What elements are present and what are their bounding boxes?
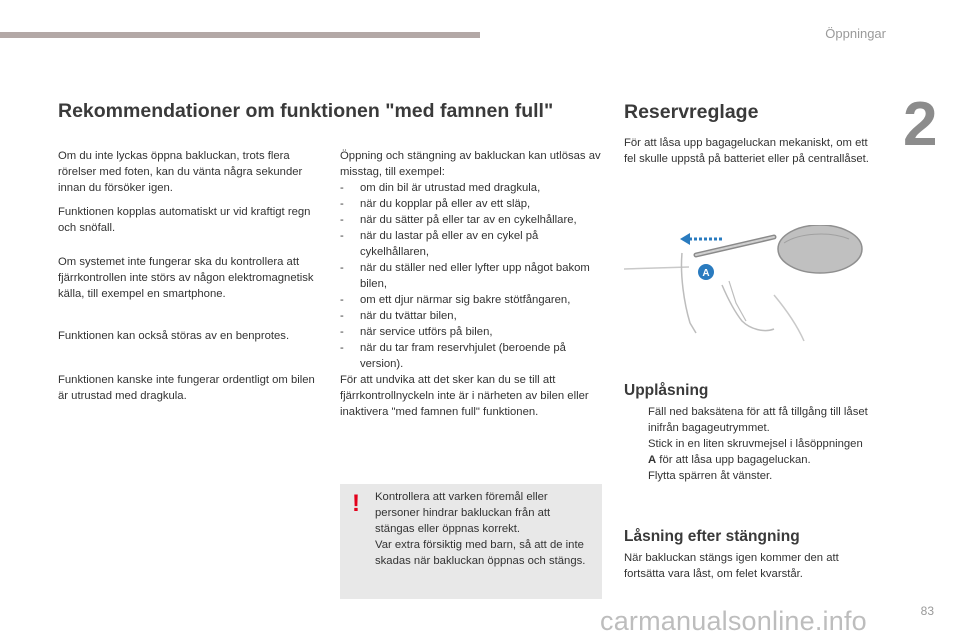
list-item: - när du sätter på eller tar av en cykelhållare, (340, 214, 577, 226)
list-item: - när du tar fram reservhjulet (beroende på version). (340, 342, 566, 370)
header-bar (0, 32, 480, 38)
section-header: Öppningar (825, 26, 886, 41)
chapter-number: 2 (903, 90, 938, 159)
reserv-text: För att låsa upp bagageluckan mekaniskt, om ett fel skulle uppstå på batteriet eller på centrallåset. (624, 137, 869, 165)
list-item: - när du kopplar på eller av ett släp, (340, 198, 531, 210)
reserv-title: Reservreglage (624, 101, 759, 123)
marker-label: A (702, 268, 710, 279)
list-item: - om din bil är utrustad med dragkula, (340, 182, 541, 194)
list-item: - när du lastar på eller av en cykel på cykelhållaren, (340, 230, 539, 258)
tailgate-illustration (624, 225, 864, 345)
page-number: 83 (920, 604, 934, 618)
lasning-text: När bakluckan stängs igen kommer den att fortsätta vara låst, om felet kvarstår. (624, 552, 839, 580)
main-title: Rekommendationer om funktionen "med famnen full" (58, 100, 554, 122)
list-item: - när service utförs på bilen, (340, 326, 493, 338)
upplasning-steps (624, 404, 874, 484)
paragraph: Funktionen kan också störas av en benprotes. (58, 330, 290, 342)
list-outro: För att undvika att det sker kan du se till att fjärrkontrollnyckeln inte är i närheten av bilen eller inaktivera "med famnen full" funktionen. (340, 374, 589, 418)
exclamation-icon: ! (352, 490, 360, 517)
list-item: - när du ställer ned eller lyfter upp något bakom bilen, (340, 262, 590, 290)
warning-text-2: Var extra försiktig med barn, så att de inte skadas när bakluckan öppnas och stängs. (375, 539, 586, 567)
list-item: - när du tvättar bilen, (340, 310, 457, 322)
list-intro: Öppning och stängning av bakluckan kan utlösas av misstag, till exempel: (340, 150, 601, 178)
paragraph: Funktionen kopplas automatiskt ur vid kraftigt regn och snöfall. (58, 206, 311, 234)
paragraph: Om du inte lyckas öppna bakluckan, trots flera rörelser med foten, kan du vänta några sekunder innan du försöker igen. (58, 150, 303, 194)
warning-text-1: Kontrollera att varken föremål eller personer hindrar bakluckan från att stängas eller öppnas korrekt. (375, 491, 551, 535)
upplasning-title: Upplåsning (624, 382, 709, 399)
step-item: Fäll ned baksätena för att få tillgång till låset inifrån bagageutrymmet. (648, 406, 868, 434)
paragraph: Funktionen kanske inte fungerar ordentligt om bilen är utrustad med dragkula. (58, 374, 315, 402)
watermark: carmanualsonline.info (600, 606, 867, 636)
step-item: Stick in en liten skruvmejsel i låsöppningen A för att låsa upp bagageluckan. (648, 438, 863, 466)
lasning-title: Låsning efter stängning (624, 528, 800, 545)
warning-box (340, 484, 602, 599)
list-item: - om ett djur närmar sig bakre stötfångaren, (340, 294, 571, 306)
column-middle (340, 148, 605, 420)
step-item: Flytta spärren åt vänster. (648, 470, 773, 482)
paragraph: Om systemet inte fungerar ska du kontrollera att fjärrkontrollen inte störs av någon elektromagnetisk källa, till exempel en smartphone. (58, 256, 314, 300)
trigger-list (340, 180, 605, 372)
